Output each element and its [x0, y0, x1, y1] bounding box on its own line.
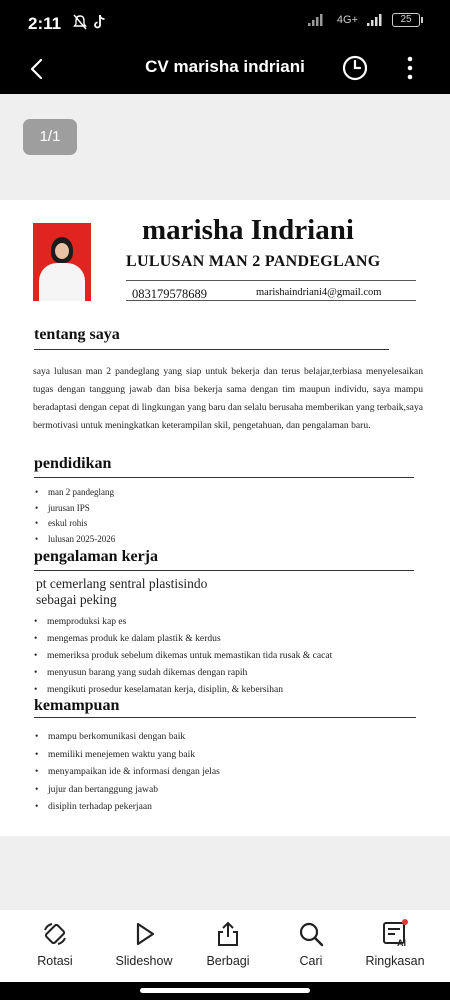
section-title-education: pendidikan: [34, 455, 112, 472]
list-item: • disiplin terhadap pekerjaan: [34, 798, 220, 816]
section-title-skills: kemampuan: [34, 697, 120, 714]
summary-label: Ringkasan: [365, 954, 425, 968]
profile-photo: [33, 223, 91, 301]
list-item: • eskul rohis: [34, 516, 115, 532]
search-icon: [297, 920, 325, 948]
list-item: • jurusan IPS: [34, 501, 115, 517]
slideshow-label: Slideshow: [115, 954, 173, 968]
share-icon: [214, 920, 242, 948]
summary-button[interactable]: [350, 920, 440, 968]
document-viewer[interactable]: [0, 94, 450, 910]
experience-role: sebagai peking: [36, 592, 117, 607]
divider: [34, 477, 414, 478]
experience-list: [33, 613, 332, 698]
list-item: • mengikuti prosedur keselamatan kerja, disiplin, & kebersihan: [33, 681, 332, 698]
status-bar: [0, 0, 450, 44]
share-label: Berbagi: [206, 954, 250, 968]
education-list: [34, 485, 115, 547]
list-item: • man 2 pandeglang: [34, 485, 115, 501]
divider: [126, 300, 416, 301]
search-button[interactable]: [266, 920, 356, 968]
divider: [126, 280, 416, 281]
divider: [34, 349, 389, 350]
skills-list: [34, 728, 220, 816]
list-item: • memiliki menejemen waktu yang baik: [34, 746, 220, 764]
list-item: • mengemas produk ke dalam plastik & kerdus: [33, 630, 332, 647]
battery-icon: 25: [392, 13, 420, 27]
more-vertical-icon[interactable]: [398, 53, 422, 83]
list-item: • memproduksi kap es: [33, 613, 332, 630]
clock-icon[interactable]: [340, 53, 370, 83]
list-item: • lulusan 2025-2026: [34, 532, 115, 548]
about-text: saya lulusan man 2 pandeglang yang siap untuk bekerja dan terus belajar,terbiasa menyelesaikan tugas dengan tanggung jawab dan bisa bekerja sama dengan tim maupun individu, saya mampu beradaptasi dengan cepat di lingkungan yang baru dan selalu berusaha memberikan yang terbaik,saya bermotivasi untuk meningkatkan keterampilan skil, pengetahuan, dan pengalaman baru.: [33, 366, 423, 431]
divider: [34, 717, 416, 718]
list-item: • menyampaikan ide & informasi dengan jelas: [34, 763, 220, 781]
share-button[interactable]: [183, 920, 273, 968]
list-item: • menyusun barang yang sudah dikemas dengan rapih: [33, 664, 332, 681]
tiktok-icon: [94, 14, 106, 30]
list-item: • mampu berkomunikasi dengan baik: [34, 728, 220, 746]
system-nav-bar: [0, 982, 450, 1000]
play-icon: [130, 920, 158, 948]
status-time: 2:11: [28, 14, 62, 33]
cv-subtitle: LULUSAN MAN 2 PANDEGLANG: [126, 253, 381, 270]
rotate-label: Rotasi: [37, 954, 73, 968]
home-indicator[interactable]: [140, 988, 310, 993]
document-title: CV marisha indriani: [145, 57, 305, 76]
network-type: 4G+: [336, 14, 358, 26]
section-title-about: tentang saya: [34, 326, 120, 343]
slideshow-button[interactable]: [99, 920, 189, 968]
list-item: • memeriksa produk sebelum dikemas untuk memastikan tida rusak & cacat: [33, 647, 332, 664]
cv-email: marishaindriani4@gmail.com: [256, 287, 382, 298]
list-item: • jujur dan bertanggung jawab: [34, 781, 220, 799]
page-indicator: 1/1: [23, 119, 77, 155]
svg-text:AI: AI: [397, 938, 406, 948]
rotate-icon: [41, 920, 69, 948]
rotate-button[interactable]: [10, 920, 100, 968]
cv-phone: 083179578689: [132, 287, 207, 301]
mute-icon: [72, 14, 88, 30]
cv-page[interactable]: [0, 200, 450, 836]
divider: [34, 570, 414, 571]
search-label: Cari: [299, 954, 323, 968]
signal-icon: [307, 13, 329, 27]
status-notification-icons: [72, 14, 106, 30]
experience-company: pt cemerlang sentral plastisindo: [36, 576, 208, 591]
signal-strong-icon: [366, 13, 384, 27]
bottom-toolbar: [0, 910, 450, 982]
section-title-experience: pengalaman kerja: [34, 548, 158, 565]
cv-name: marisha Indriani: [142, 214, 354, 246]
status-system-icons: [307, 13, 420, 27]
app-bar: [0, 44, 450, 94]
notification-dot: [402, 919, 408, 925]
